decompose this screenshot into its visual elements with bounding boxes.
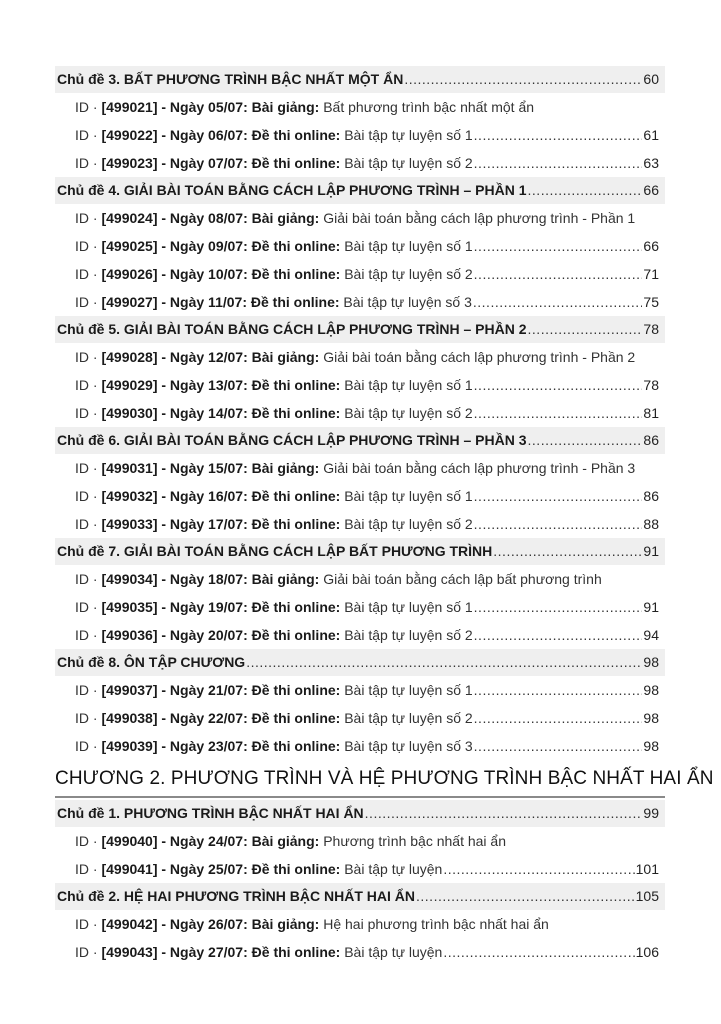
id-prefix: ID · [75,599,102,615]
table-of-contents [55,66,714,966]
page-number: 66 [643,182,659,198]
id-prefix: ID · [75,349,102,365]
leader-dots [474,260,643,288]
page-number: 106 [635,944,659,960]
leader-dots [416,883,635,910]
topic-title: Chủ đề 5. GIẢI BÀI TOÁN BẰNG CÁCH LẬP PHƯƠNG TRÌNH – PHẦN 2 [57,321,527,337]
entry-id-date: [499031] - Ngày 15/07: [101,460,248,476]
entry-id-date: [499021] - Ngày 05/07: [101,99,248,115]
toc-entry[interactable] [55,565,665,593]
page-number: 105 [635,888,659,904]
page-number: 81 [643,405,659,421]
entry-type: Bài giảng: [247,833,320,849]
leader-dots [474,232,643,260]
entry-type: Đề thi online: [247,516,341,532]
entry-desc: Bài tập tự luyện số 2 [340,155,473,171]
entry-desc: Bài tập tự luyện số 3 [339,294,472,310]
entry-id-date: [499032] - Ngày 16/07: [101,488,248,504]
entry-type: Bài giảng: [247,571,320,587]
id-prefix: ID · [75,377,102,393]
entry-id-date: [499023] - Ngày 07/07: [101,155,248,171]
entry-id-date: [499040] - Ngày 24/07: [101,833,248,849]
toc-entry[interactable] [55,454,665,482]
page-number: 63 [643,155,659,171]
toc-entry[interactable] [55,938,665,966]
toc-entry[interactable] [55,910,665,938]
entry-type: Bài giảng: [247,349,320,365]
leader-dots [246,649,642,676]
id-prefix: ID · [75,294,102,310]
entry-desc: Bài tập tự luyện số 3 [340,738,473,754]
entry-type: Đề thi online: [247,682,341,698]
topic-heading[interactable] [55,538,665,565]
entry-desc: Bài tập tự luyện [340,861,443,877]
id-prefix: ID · [75,627,102,643]
entry-type: Đề thi online: [247,861,341,877]
page-number: 94 [643,627,659,643]
id-prefix: ID · [75,127,102,143]
entry-id-date: [499041] - Ngày 25/07: [101,861,248,877]
leader-dots [474,399,643,427]
page-number: 61 [643,127,659,143]
topic-title: Chủ đề 2. HỆ HAI PHƯƠNG TRÌNH BẬC NHẤT HAI ẨN [57,888,416,904]
entry-type: Bài giảng: [247,460,320,476]
toc-entry[interactable] [55,371,665,399]
entry-type: Đề thi online: [247,377,341,393]
leader-dots [365,800,643,827]
entry-id-date: [499043] - Ngày 27/07: [101,944,248,960]
toc-entry[interactable] [55,855,665,883]
id-prefix: ID · [75,682,102,698]
page-number: 60 [643,71,659,87]
toc-entry[interactable] [55,593,665,621]
entry-type: Đề thi online: [247,627,341,643]
entry-desc: Bài tập tự luyện [340,944,443,960]
entry-desc: Giải bài toán bằng cách lập bất phương trình [319,571,602,587]
topic-title: Chủ đề 3. BẤT PHƯƠNG TRÌNH BẬC NHẤT MỘT ẨN [57,71,404,87]
page-number: 86 [643,432,659,448]
id-prefix: ID · [75,266,102,282]
toc-entry[interactable] [55,121,665,149]
leader-dots [443,855,634,883]
toc-entry[interactable] [55,288,665,316]
entry-desc: Phương trình bậc nhất hai ẩn [319,833,507,849]
topic-title: Chủ đề 4. GIẢI BÀI TOÁN BẰNG CÁCH LẬP PHƯƠNG TRÌNH – PHẦN 1 [57,182,527,198]
topic-title: Chủ đề 8. ÔN TẬP CHƯƠNG [57,654,246,670]
page-number: 98 [643,738,659,754]
entry-id-date: [499028] - Ngày 12/07: [101,349,248,365]
leader-dots [474,510,643,538]
entry-desc: Bài tập tự luyện số 1 [340,377,473,393]
leader-dots [474,121,643,149]
entry-desc: Bài tập tự luyện số 2 [340,266,473,282]
entry-type: Đề thi online: [247,266,341,282]
page-number: 98 [643,654,659,670]
toc-entry[interactable] [55,343,665,371]
entry-id-date: [499042] - Ngày 26/07: [101,916,248,932]
page-number: 88 [643,516,659,532]
entry-type: Bài giảng: [247,210,320,226]
page-number: 86 [643,488,659,504]
entry-desc: Bài tập tự luyện số 2 [340,710,473,726]
leader-dots [474,621,643,649]
topic-heading[interactable] [55,883,665,910]
page-number: 91 [643,543,659,559]
toc-entry[interactable] [55,827,665,855]
entry-id-date: [499034] - Ngày 18/07: [101,571,248,587]
leader-dots [528,316,643,343]
topic-title: Chủ đề 6. GIẢI BÀI TOÁN BẰNG CÁCH LẬP PHƯƠNG TRÌNH – PHẦN 3 [57,432,527,448]
id-prefix: ID · [75,944,102,960]
id-prefix: ID · [75,210,102,226]
leader-dots [474,732,643,760]
toc-entry[interactable] [55,204,665,232]
entry-desc: Bất phương trình bậc nhất một ẩn [319,99,535,115]
toc-entry[interactable] [55,260,665,288]
page-number: 78 [643,321,659,337]
entry-type: Đề thi online: [247,127,341,143]
entry-desc: Giải bài toán bằng cách lập phương trình - Phần 2 [319,349,636,365]
entry-desc: Giải bài toán bằng cách lập phương trình - Phần 3 [319,460,636,476]
page-number: 66 [643,238,659,254]
leader-dots [474,482,643,510]
leader-dots [528,177,643,204]
id-prefix: ID · [75,516,102,532]
entry-id-date: [499039] - Ngày 23/07: [101,738,248,754]
page-number: 98 [643,710,659,726]
entry-desc: Giải bài toán bằng cách lập phương trình - Phần 1 [319,210,636,226]
chapter-heading[interactable]: CHƯƠNG 2. PHƯƠNG TRÌNH VÀ HỆ PHƯƠNG TRÌNH BẬC NHẤT HAI ẨN [55,760,665,798]
entry-id-date: [499037] - Ngày 21/07: [101,682,248,698]
topic-heading[interactable] [55,316,665,343]
toc-entry[interactable] [55,399,665,427]
entry-type: Đề thi online: [247,238,341,254]
topic-heading[interactable] [55,177,665,204]
topic-heading[interactable] [55,800,665,827]
id-prefix: ID · [75,99,102,115]
toc-entry[interactable] [55,510,665,538]
entry-type: Đề thi online: [247,738,341,754]
toc-entry[interactable] [55,732,665,760]
leader-dots [473,288,643,316]
entry-type: Đề thi online: [247,599,341,615]
entry-desc: Bài tập tự luyện số 2 [340,516,473,532]
toc-entry[interactable] [55,232,665,260]
id-prefix: ID · [75,833,102,849]
page-number: 71 [643,266,659,282]
leader-dots [474,593,643,621]
leader-dots [474,149,643,177]
entry-type: Bài giảng: [247,99,320,115]
entry-id-date: [499026] - Ngày 10/07: [101,266,248,282]
id-prefix: ID · [75,738,102,754]
entry-id-date: [499033] - Ngày 17/07: [101,516,248,532]
entry-type: Bài giảng: [247,916,320,932]
id-prefix: ID · [75,238,102,254]
entry-id-date: [499024] - Ngày 08/07: [101,210,248,226]
leader-dots [474,371,643,399]
entry-desc: Bài tập tự luyện số 1 [340,238,473,254]
entry-id-date: [499029] - Ngày 13/07: [101,377,248,393]
entry-id-date: [499022] - Ngày 06/07: [101,127,248,143]
toc-entry[interactable] [55,621,665,649]
topic-title: Chủ đề 7. GIẢI BÀI TOÁN BẰNG CÁCH LẬP BẤT PHƯƠNG TRÌNH [57,543,493,559]
entry-type: Đề thi online: [247,405,341,421]
page-number: 75 [643,294,659,310]
leader-dots [474,676,643,704]
entry-type: Đề thi online: [246,294,340,310]
leader-dots [493,538,642,565]
entry-id-date: [499030] - Ngày 14/07: [101,405,248,421]
entry-type: Đề thi online: [247,155,341,171]
entry-id-date: [499027] - Ngày 11/07: [101,294,247,310]
entry-id-date: [499038] - Ngày 22/07: [101,710,248,726]
topic-heading[interactable] [55,649,665,676]
page-number: 78 [643,377,659,393]
leader-dots [404,66,642,93]
leader-dots [443,938,634,966]
topic-heading[interactable] [55,427,665,454]
entry-desc: Hệ hai phương trình bậc nhất hai ẩn [319,916,549,932]
entry-type: Đề thi online: [247,710,341,726]
toc-entry[interactable] [55,149,665,177]
entry-desc: Bài tập tự luyện số 1 [340,599,473,615]
id-prefix: ID · [75,405,102,421]
leader-dots [528,427,643,454]
entry-type: Đề thi online: [247,488,341,504]
entry-desc: Bài tập tự luyện số 1 [340,682,473,698]
toc-entry[interactable] [55,704,665,732]
page-number: 98 [643,682,659,698]
id-prefix: ID · [75,155,102,171]
page-number: 91 [643,599,659,615]
page-number: 101 [635,861,659,877]
id-prefix: ID · [75,571,102,587]
id-prefix: ID · [75,710,102,726]
entry-id-date: [499035] - Ngày 19/07: [101,599,248,615]
leader-dots [474,704,643,732]
entry-desc: Bài tập tự luyện số 1 [340,488,473,504]
toc-entry[interactable] [55,482,665,510]
topic-title: Chủ đề 1. PHƯƠNG TRÌNH BẬC NHẤT HAI ẨN [57,805,364,821]
page-number: 99 [643,805,659,821]
id-prefix: ID · [75,861,102,877]
id-prefix: ID · [75,460,102,476]
id-prefix: ID · [75,488,102,504]
toc-entry[interactable] [55,676,665,704]
entry-desc: Bài tập tự luyện số 2 [340,627,473,643]
id-prefix: ID · [75,916,102,932]
entry-id-date: [499025] - Ngày 09/07: [101,238,248,254]
toc-entry[interactable] [55,93,665,121]
topic-heading[interactable] [55,66,665,93]
entry-type: Đề thi online: [247,944,341,960]
entry-id-date: [499036] - Ngày 20/07: [101,627,248,643]
entry-desc: Bài tập tự luyện số 2 [340,405,473,421]
entry-desc: Bài tập tự luyện số 1 [340,127,473,143]
